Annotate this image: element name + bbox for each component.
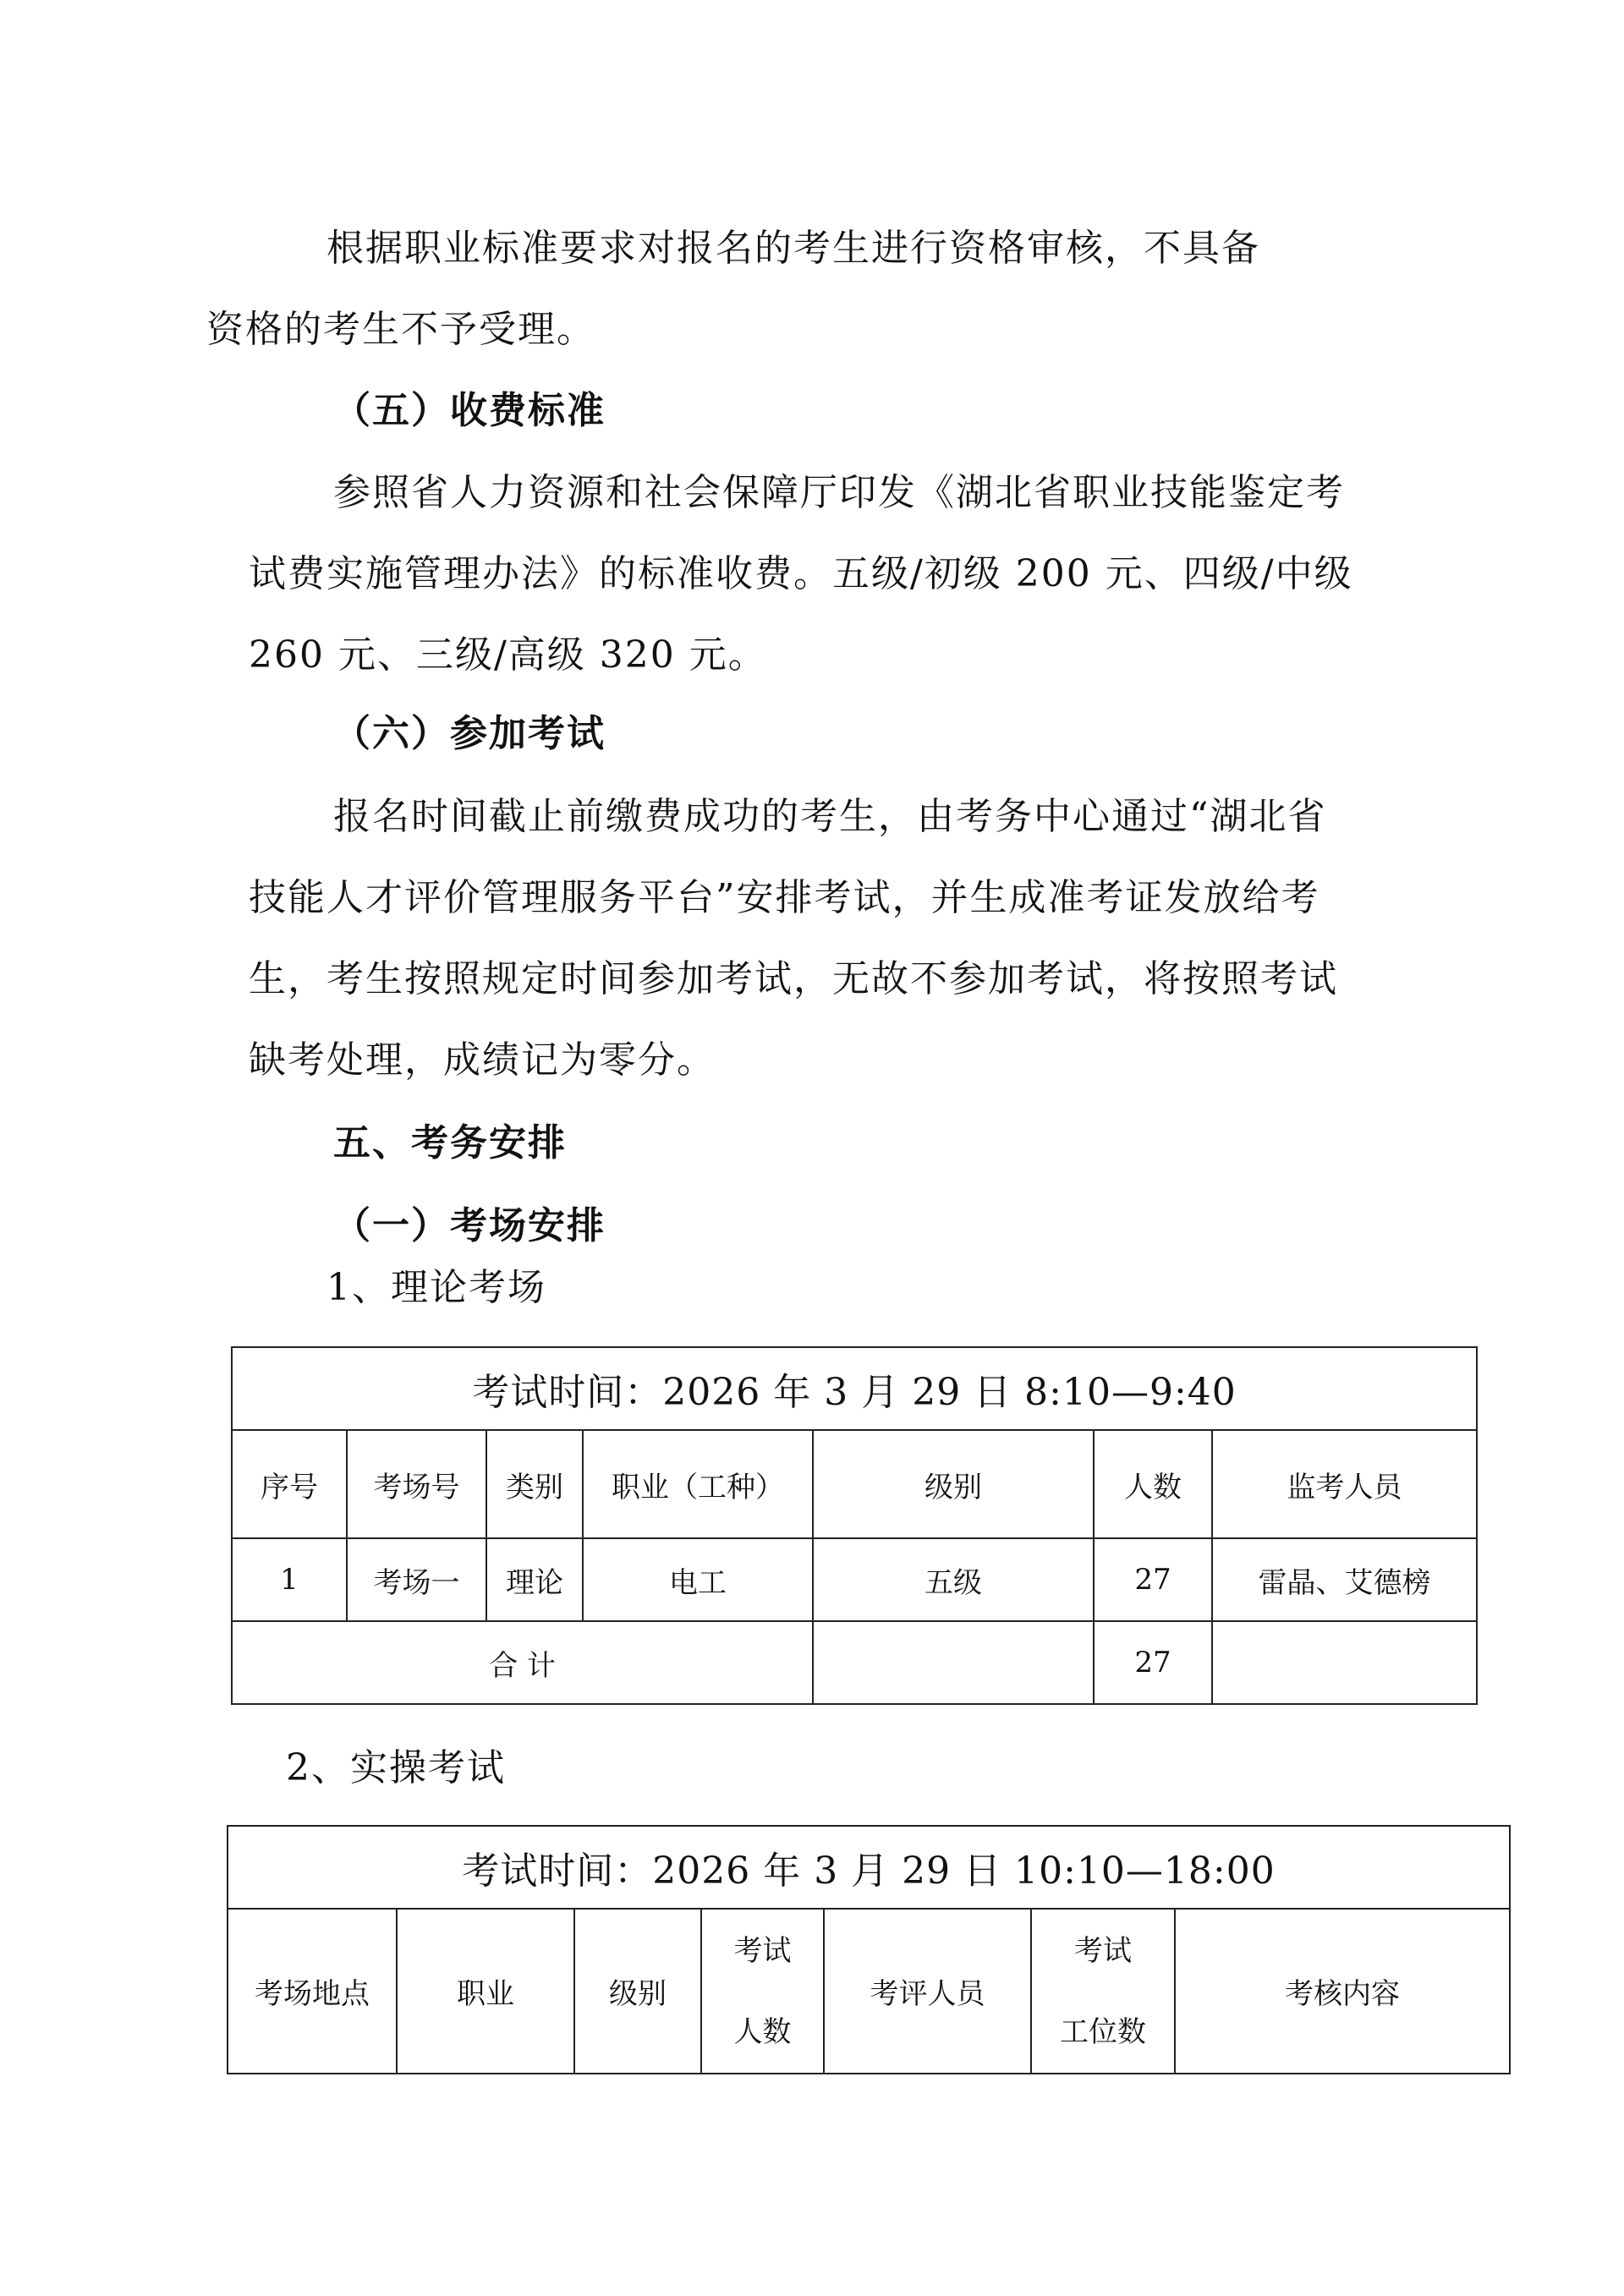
header-cell: 考核内容	[1175, 1909, 1510, 2074]
subheading-theory-venue: 1、理论考场	[326, 1266, 546, 1309]
paragraph-line: 参照省人力资源和社会保障厅印发《湖北省职业技能鉴定考	[333, 471, 1345, 514]
table-cell	[1212, 1621, 1477, 1704]
paragraph-line: 生，考生按照规定时间参加考试，无故不参加考试，将按照考试	[249, 957, 1338, 1000]
table-total-row	[232, 1621, 1477, 1704]
heading-take-exam: （六）参加考试	[333, 712, 606, 755]
paragraph-qualification	[206, 208, 1382, 370]
header-text: 人数	[733, 2014, 792, 2049]
practical-table-title: 考试时间：2026 年 3 月 29 日 10:10—18:00	[228, 1826, 1510, 1909]
table-cell: 电工	[583, 1538, 813, 1621]
theory-table-title: 考试时间：2026 年 3 月 29 日 8:10—9:40	[232, 1347, 1477, 1430]
header-text: 工位数	[1060, 2014, 1146, 2049]
theory-exam-table	[231, 1346, 1478, 1705]
header-cell: 考场地点	[228, 1909, 397, 2074]
header-cell: 人数	[1094, 1430, 1212, 1538]
paragraph-fee	[249, 452, 1382, 696]
heading-fee-standard: （五）收费标准	[333, 389, 606, 432]
heading-venue-arrangement: （一）考场安排	[333, 1204, 606, 1247]
paragraph-line: 根据职业标准要求对报名的考生进行资格审核，不具备	[326, 227, 1260, 270]
paragraph-line: 报名时间截止前缴费成功的考生，由考务中心通过“湖北省	[333, 795, 1327, 838]
total-count: 27	[1094, 1621, 1212, 1704]
header-cell: 监考人员	[1212, 1430, 1477, 1538]
table-cell: 27	[1094, 1538, 1212, 1621]
table-cell: 考场一	[347, 1538, 486, 1621]
heading-exam-arrangement: 五、考务安排	[333, 1121, 567, 1164]
paragraph-line: 资格的考生不予受理。	[206, 308, 595, 351]
total-label: 合 计	[232, 1621, 813, 1704]
paragraph-line: 缺考处理，成绩记为零分。	[249, 1038, 716, 1082]
paragraph-line: 260 元、三级/高级 320 元。	[249, 633, 767, 677]
table-cell: 1	[232, 1538, 347, 1621]
header-cell: 级别	[574, 1909, 701, 2074]
header-cell: 考场号	[347, 1430, 486, 1538]
paragraph-line: 技能人才评价管理服务平台”安排考试，并生成准考证发放给考	[249, 876, 1320, 919]
header-cell-stations	[1031, 1909, 1175, 2074]
paragraph-take-exam	[249, 776, 1382, 1101]
header-cell: 级别	[813, 1430, 1094, 1538]
header-cell: 职业	[397, 1909, 574, 2074]
header-cell: 考评人员	[824, 1909, 1031, 2074]
header-text: 考试	[1074, 1933, 1132, 1968]
header-cell: 类别	[486, 1430, 583, 1538]
header-cell-count	[701, 1909, 824, 2074]
table-cell: 雷晶、艾德榜	[1212, 1538, 1477, 1621]
paragraph-line: 试费实施管理办法》的标准收费。五级/初级 200 元、四级/中级	[249, 552, 1353, 595]
table-row	[232, 1538, 1477, 1621]
table-cell: 理论	[486, 1538, 583, 1621]
header-cell: 职业（工种）	[583, 1430, 813, 1538]
practical-exam-table	[227, 1825, 1511, 2074]
header-text: 考试	[733, 1933, 792, 1968]
table-cell	[813, 1621, 1094, 1704]
header-cell: 序号	[232, 1430, 347, 1538]
table-header-row	[228, 1909, 1510, 2074]
table-cell: 五级	[813, 1538, 1094, 1621]
table-header-row	[232, 1430, 1477, 1538]
subheading-practical-exam: 2、实操考试	[286, 1746, 506, 1789]
